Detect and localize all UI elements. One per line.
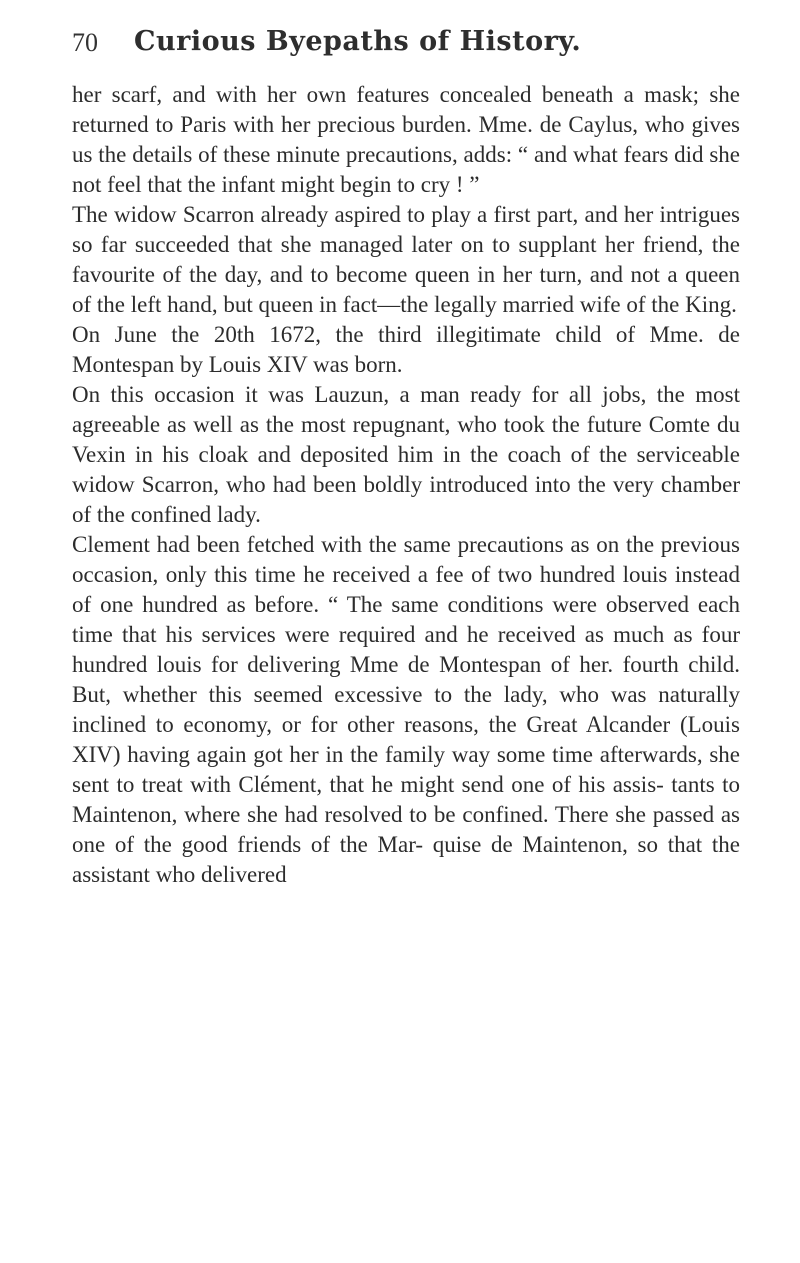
paragraph-3: On June the 20th 1672, the third illegitimate child of Mme. de Montespan by Louis XIV was born.: [72, 322, 740, 377]
paragraph-1: her scarf, and with her own features concealed beneath a mask; she returned to Paris with her precious burden. Mme. de Caylus, who gives us the details of these minute precautions, adds: “ and what fears did she not feel that the infant might begin to cry ! ”: [72, 82, 740, 197]
body-text: [72, 80, 740, 890]
running-title: Curious Byepaths of History.: [134, 26, 582, 57]
paragraph-4: On this occasion it was Lauzun, a man ready for all jobs, the most agreeable as well as the most repugnant, who took the future Comte du Vexin in his cloak and deposited him in the coach of the serviceable widow Scarron, who had been boldly introduced into the very chamber of the confined lady.: [72, 382, 740, 527]
paragraph-5: Clement had been fetched with the same precautions as on the previous occasion, only this time he received a fee of two hundred louis instead of one hundred as before. “ The same conditions were observed each time that his services were required and he received as much as four hundred louis for delivering Mme de Montespan of her. fourth child. But, whether this seemed excessive to the lady, who was naturally inclined to economy, or for other reasons, the Great Alcander (Louis XIV) having again got her in the family way some time afterwards, she sent to treat with Clément, that he might send one of his assis- tants to Maintenon, where she had resolved to be confined. There she passed as one of the good friends of the Mar- quise de Maintenon, so that the assistant who delivered: [72, 532, 740, 887]
page-number: 70: [72, 28, 98, 57]
running-head: [72, 26, 740, 66]
paragraph-2: The widow Scarron already aspired to play a first part, and her intrigues so far succeeded that she managed later on to supplant her friend, the favourite of the day, and to become queen in her turn, and not a queen of the left hand, but queen in fact—the legally married wife of the King.: [72, 202, 740, 317]
